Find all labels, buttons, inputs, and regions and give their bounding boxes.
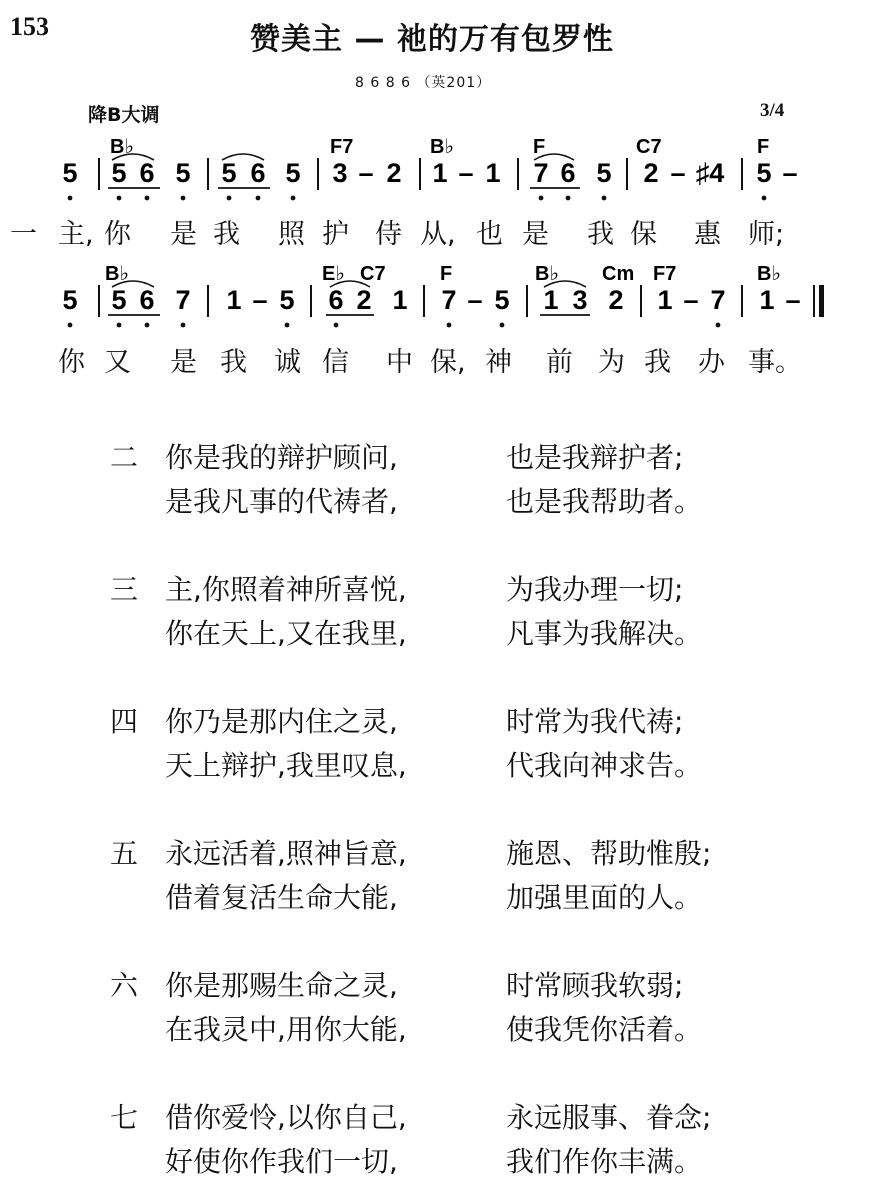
note: 5	[62, 158, 78, 188]
lyric-char: 也	[476, 219, 503, 250]
note: 7	[441, 285, 457, 315]
stanza-line: 主,你照着神所喜悦,	[165, 573, 407, 606]
stanza-number: 七	[110, 1101, 139, 1134]
chord-symbol: F	[533, 136, 546, 158]
note: 2	[643, 158, 659, 188]
time-signature: 3/4	[760, 100, 785, 121]
lyric-char: 护	[322, 219, 349, 250]
lyric-char: 神	[485, 347, 512, 378]
lyric-char: 信	[322, 347, 349, 378]
note: –	[467, 285, 483, 315]
note: 5	[596, 158, 612, 188]
lyric-char: 照	[278, 219, 305, 250]
chord-symbol: E♭	[322, 263, 345, 285]
lyric-char: 前	[546, 347, 573, 378]
note: 5	[62, 285, 78, 315]
note: 6	[139, 285, 155, 315]
stanza-line: 为我办理一切;	[506, 573, 684, 606]
lyric-char: 保	[630, 219, 657, 250]
note: 7	[533, 158, 549, 188]
lyric-char: 我	[220, 347, 247, 378]
stanza-number: 二	[110, 441, 139, 474]
stanza-number: 六	[110, 969, 139, 1002]
stanza-line: 施恩、帮助惟殷;	[506, 837, 712, 870]
lyric-char: 事。	[748, 347, 802, 378]
note: 2	[356, 285, 372, 315]
note: 5	[111, 158, 127, 188]
note: 7	[175, 285, 191, 315]
lyric-char: 我	[587, 219, 614, 250]
hymn-title: 赞美主 — 祂的万有包罗性	[250, 22, 614, 57]
stanza-line: 代我向神求告。	[506, 749, 703, 782]
chord-symbol: C7	[636, 136, 662, 158]
chord-symbol: B♭	[430, 136, 454, 158]
lyric-char: 我	[213, 219, 240, 250]
note: –	[670, 158, 686, 188]
stanza-line: 你在天上,又在我里,	[165, 617, 407, 650]
stanza-number: 三	[110, 573, 139, 606]
note: 1	[392, 285, 408, 315]
lyric-char: 你	[104, 219, 131, 250]
chord-symbol: B♭	[535, 263, 559, 285]
chord-symbol: F	[757, 136, 770, 158]
lyric-char: 我	[644, 347, 671, 378]
stanza-line: 借你爱怜,以你自己,	[165, 1101, 407, 1134]
note: 1	[485, 158, 501, 188]
note: 5	[175, 158, 191, 188]
stanza-line: 永远活着,照神旨意,	[165, 837, 407, 870]
note: 5	[756, 158, 772, 188]
stanza-line: 也是我帮助者。	[506, 485, 703, 518]
chord-symbol: C7	[360, 263, 386, 285]
note: 6	[560, 158, 576, 188]
key-signature: 降B大调	[88, 104, 160, 126]
lyric-char: 是	[170, 219, 197, 250]
note: 5	[221, 158, 237, 188]
octave-dots	[68, 196, 767, 201]
lyric-char: 保,	[430, 347, 466, 378]
stanza-line: 时常顾我软弱;	[506, 969, 684, 1002]
meter-line: 8 6 8 6 （英201）	[355, 75, 492, 91]
lyric-char: 为	[598, 347, 625, 378]
note: 1	[759, 285, 775, 315]
score-line-2	[62, 263, 824, 327]
stanza-number: 四	[110, 705, 139, 738]
stanza-line: 天上辩护,我里叹息,	[165, 749, 407, 782]
note: –	[252, 285, 268, 315]
stanza-line: 加强里面的人。	[506, 881, 703, 914]
lyric-char: 师;	[748, 219, 785, 250]
note: 5	[494, 285, 510, 315]
lyric-char: 中	[386, 347, 413, 378]
stanza-line: 我们作你丰满。	[506, 1145, 703, 1178]
lyric-char: 从,	[420, 219, 456, 250]
lyric-char: 侍	[375, 219, 402, 250]
stanza-line: 凡事为我解决。	[506, 617, 703, 650]
lyric-char: 一	[10, 219, 37, 250]
chord-symbol: B♭	[110, 136, 134, 158]
note: ♯4	[695, 158, 725, 188]
stanza-line: 你是那赐生命之灵,	[165, 969, 398, 1002]
chord-symbol: F	[440, 263, 453, 285]
stanza-line: 你乃是那内住之灵,	[165, 705, 398, 738]
note: 6	[328, 285, 344, 315]
stanza-line: 也是我辩护者;	[506, 441, 684, 474]
chord-symbol: B♭	[105, 263, 129, 285]
lyric-char: 又	[104, 347, 131, 378]
stanza-line: 时常为我代祷;	[506, 705, 684, 738]
stanza-line: 借着复活生命大能,	[165, 881, 398, 914]
stanza-line: 是我凡事的代祷者,	[165, 485, 398, 518]
note: 6	[250, 158, 266, 188]
stanza-line: 在我灵中,用你大能,	[165, 1013, 407, 1046]
score-line-1	[62, 136, 797, 200]
lyric-char: 你	[58, 347, 85, 378]
note: 3	[572, 285, 588, 315]
bar-lines	[99, 285, 742, 317]
lyric-char: 是	[170, 347, 197, 378]
note: –	[358, 158, 374, 188]
final-barline	[814, 285, 824, 317]
stanza-line: 好使你作我们一切,	[165, 1145, 398, 1178]
hymn-number: 153	[10, 12, 49, 41]
stanza-line: 使我凭你活着。	[506, 1013, 703, 1046]
note: 5	[285, 158, 301, 188]
note: 6	[139, 158, 155, 188]
lyric-char: 诚	[274, 347, 301, 378]
stanza-number: 五	[110, 837, 139, 870]
stanza-line: 你是我的辩护顾问,	[165, 441, 398, 474]
note: 2	[386, 158, 402, 188]
note: 3	[332, 158, 348, 188]
note: 1	[543, 285, 559, 315]
chord-symbol: F7	[330, 136, 354, 158]
note: 7	[710, 285, 726, 315]
lyric-char: 是	[522, 219, 549, 250]
note: –	[782, 158, 798, 188]
lyric-char: 主,	[58, 219, 94, 250]
note: 1	[657, 285, 673, 315]
note: 1	[432, 158, 448, 188]
note: –	[458, 158, 474, 188]
stanza-line: 永远服事、眷念;	[506, 1101, 712, 1134]
chord-symbol: B♭	[757, 263, 781, 285]
note: –	[683, 285, 699, 315]
chord-symbol: F7	[653, 263, 677, 285]
note: 2	[608, 285, 624, 315]
octave-dots	[68, 323, 721, 328]
lyric-char: 惠	[694, 219, 721, 250]
note: –	[785, 285, 801, 315]
note: 5	[111, 285, 127, 315]
note: 5	[279, 285, 295, 315]
lyric-char: 办	[698, 347, 725, 378]
note: 1	[226, 285, 242, 315]
chord-symbol: Cm	[602, 263, 635, 285]
